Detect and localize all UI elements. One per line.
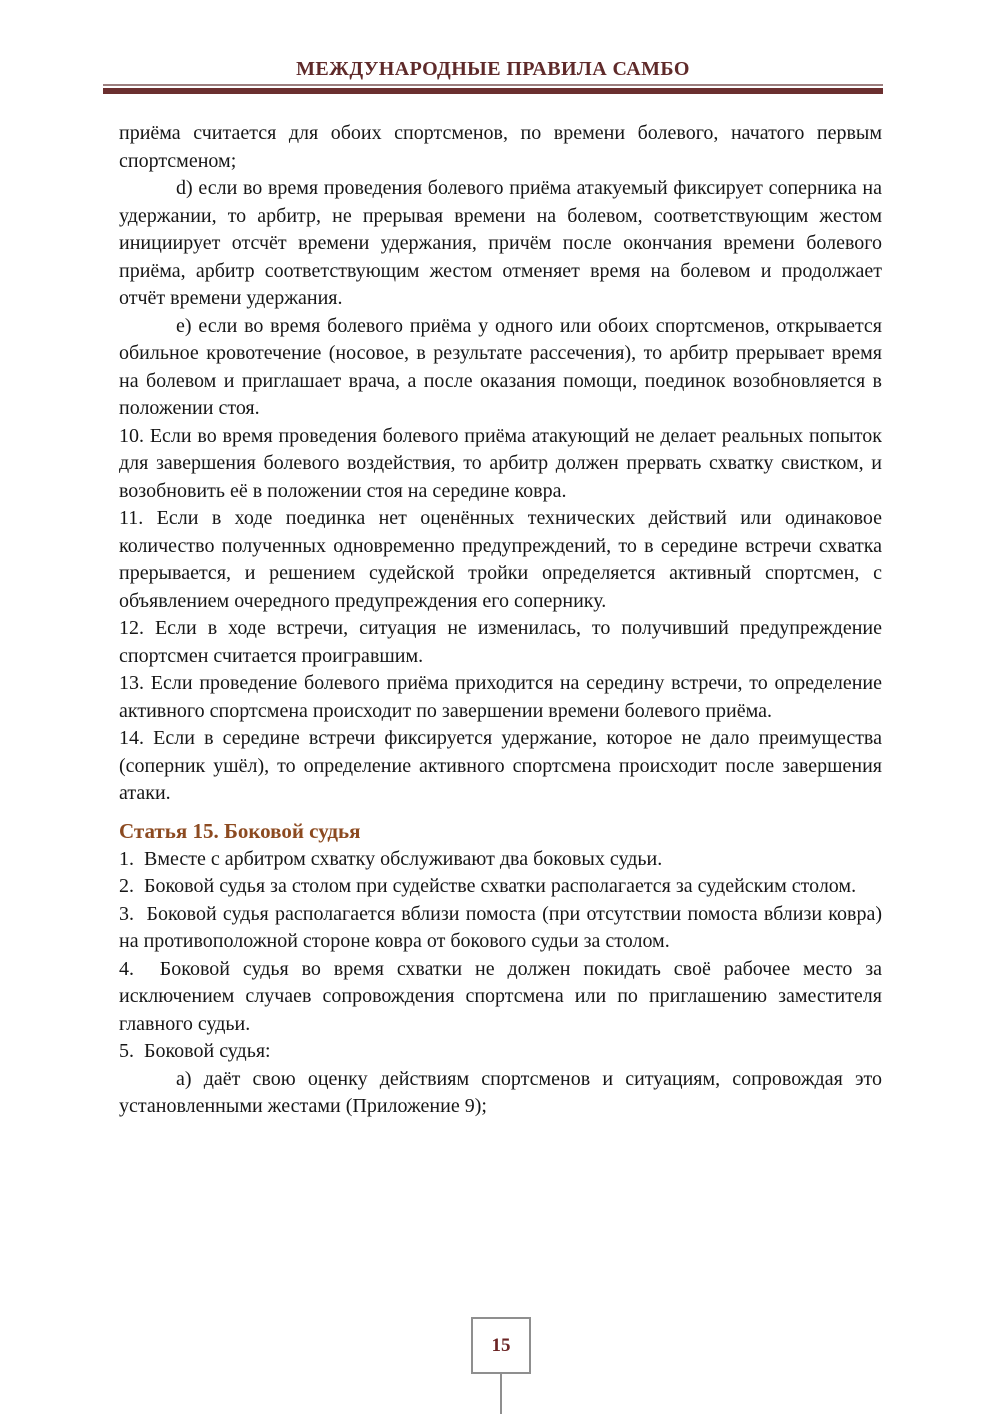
section-paragraph: 2. Боковой судья за столом при судействе схватки располагается за судейским столом. bbox=[119, 875, 857, 897]
page-number-box bbox=[471, 1317, 531, 1374]
footer-vertical-line-decoration bbox=[500, 1374, 502, 1414]
header-rule-thick-line bbox=[103, 88, 883, 94]
page-number: 15 bbox=[491, 1334, 511, 1356]
section-paragraph: а) даёт свою оценку действиям спортсменов и ситуациям, сопровождая это установленными жестами (Приложение 9); bbox=[119, 1067, 882, 1117]
body-paragraph: 11. Если в ходе поединка нет оценённых технических действий или одинаковое количество полученных одновременно предупреждений, то в середине встречи схватка прерывается, и решением судейской тройки определяется активный спортсмен, с объявлением очередного предупреждения его сопернику. bbox=[119, 507, 882, 612]
section-heading: Статья 15. Боковой судья bbox=[119, 818, 361, 843]
body-paragraph: 14. Если в середине встречи фиксируется удержание, которое не дало преимущества (соперник ушёл), то определение активного спортсмена происходит после завершения атаки. bbox=[119, 727, 882, 804]
section-paragraph: 3. Боковой судья располагается вблизи помоста (при отсутствии помоста вблизи ковра) на противоположной стороне ковра от бокового судьи за столом. bbox=[119, 902, 882, 952]
body-paragraph: 13. Если проведение болевого приёма приходится на середину встречи, то определение активного спортсмена происходит по завершении времени болевого приёма. bbox=[119, 672, 882, 722]
section-paragraph: 5. Боковой судья: bbox=[119, 1040, 271, 1062]
page-header bbox=[103, 56, 883, 94]
body-paragraph: d) если во время проведения болевого приёма атакуемый фиксирует соперника на удержании, то арбитр, не прерывая времени на болевом, соответствующим жестом инициирует отсчёт времени удержания, причём после окончания времени болевого приёма, арбитр соответствующим жестом отменяет время на болевом и продолжает отчёт времени удержания. bbox=[119, 177, 882, 309]
body-paragraph: е) если во время болевого приёма у одного или обоих спортсменов, открывается обильное кровотечение (носовое, в результате рассечения), то арбитр прерывает время на болевом и приглашает врача, а после оказания помощи, поединок возобновляется в положении стоя. bbox=[119, 314, 882, 419]
header-rule-divider bbox=[103, 84, 883, 94]
document-title: МЕЖДУНАРОДНЫЕ ПРАВИЛА САМБО bbox=[296, 58, 690, 80]
page-body bbox=[119, 120, 882, 1121]
body-paragraph: 12. Если в ходе встречи, ситуация не изменилась, то получивший предупреждение спортсмен считается проигравшим. bbox=[119, 617, 882, 667]
body-paragraph: 10. Если во время проведения болевого приёма атакующий не делает реальных попыток для завершения болевого воздействия, то арбитр должен прервать схватку свистком, и возобновить её в положении стоя на середине ковра. bbox=[119, 424, 882, 502]
section-paragraph: 4. Боковой судья во время схватки не должен покидать своё рабочее место за исключением случаев сопровождения спортсмена или по приглашению заместителя главного судьи. bbox=[119, 957, 882, 1035]
section-paragraph: 1. Вместе с арбитром схватку обслуживают два боковых судьи. bbox=[119, 847, 663, 870]
body-paragraph: приёма считается для обоих спортсменов, по времени болевого, начатого первым спортсменом; bbox=[119, 122, 882, 172]
